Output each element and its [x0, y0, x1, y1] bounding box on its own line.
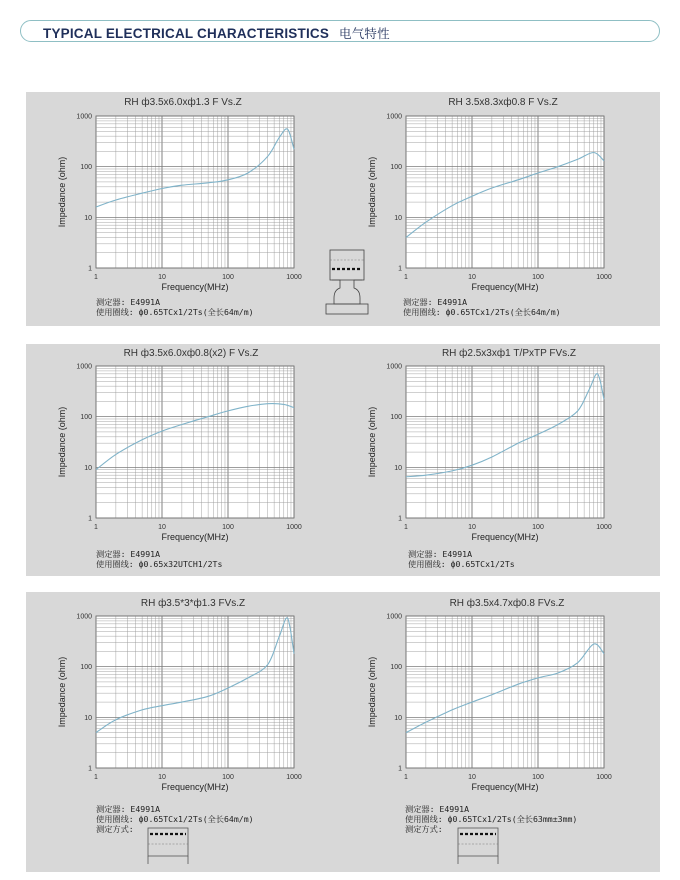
chart-3-xtick-label: 100 [222, 524, 234, 531]
chart-1-ytick-label: 10 [84, 214, 92, 222]
chart-2-instrument: 测定器: E4991A [403, 297, 467, 307]
chart-6-xtick-label: 1 [404, 774, 408, 781]
chart-1-xtick-label: 10 [158, 274, 166, 281]
core-test-fixture-diagram [324, 248, 372, 318]
chart-1-x-axis-label: Frequency(MHz) [161, 282, 229, 292]
chart-3-x-axis-label: Frequency(MHz) [161, 532, 229, 542]
chart-3-xtick-label: 1000 [286, 524, 302, 531]
chart-2-ytick-label: 1 [398, 265, 402, 273]
chart-3-winding: 使用圈线: ф0.65x32UTCH1/2Ts [96, 559, 223, 569]
chart-1-plot-area [96, 116, 294, 268]
chart-6-impedance-plot [366, 612, 616, 802]
chart-2-impedance-plot [366, 112, 616, 302]
chart-4-instrument: 测定器: E4991A [408, 549, 472, 559]
chart-6-ytick-label: 10 [394, 714, 402, 722]
chart-5-xtick-label: 1000 [286, 774, 302, 781]
section-header [20, 20, 660, 42]
chart-4-impedance-plot [366, 362, 616, 552]
chart-3-impedance-plot [56, 362, 306, 552]
chart-5-ytick-label: 1000 [76, 613, 92, 621]
chart-2-y-axis-label: Impedance (ohm) [367, 156, 377, 228]
chart-2-xtick-label: 1000 [596, 274, 612, 281]
chart-6-xtick-label: 100 [532, 774, 544, 781]
chart-1-impedance-plot [56, 112, 306, 302]
chart-2-info [403, 297, 561, 317]
chart-5-method: 测定方式: [96, 824, 134, 834]
chart-3-xtick-label: 1 [94, 524, 98, 531]
chart-4-xtick-label: 100 [532, 524, 544, 531]
chart-2-ytick-label: 10 [394, 214, 402, 222]
chart-2-xtick-label: 100 [532, 274, 544, 281]
chart-2-plot-area [406, 116, 604, 268]
chart-3-ytick-label: 10 [84, 464, 92, 472]
chart-5-y-axis-label: Impedance (ohm) [57, 656, 67, 728]
chart-1-xtick-label: 100 [222, 274, 234, 281]
chart-2-ytick-label: 100 [390, 164, 402, 172]
chart-1-ytick-label: 100 [80, 164, 92, 172]
chart-6-instrument: 测定器: E4991A [405, 804, 469, 814]
chart-4-ytick-label: 1 [398, 515, 402, 523]
chart-1-title: RH ф3.5x6.0xф1.3 F Vs.Z [124, 97, 242, 108]
section-title-en: TYPICAL ELECTRICAL CHARACTERISTICS [43, 26, 330, 41]
chart-6-title: RH ф3.5x4.7xф0.8 FVs.Z [449, 598, 565, 609]
chart-5-winding: 使用圈线: ф0.65TCx1/2Ts(全长64m/m) [96, 814, 254, 824]
section-title-cn: 电气特性 [339, 26, 390, 41]
chart-4-plot-area [406, 366, 604, 518]
chart-3-title: RH ф3.5x6.0xф0.8(x2) F Vs.Z [123, 348, 259, 359]
chart-4-ytick-label: 10 [394, 464, 402, 472]
chart-1-winding: 使用圈线: ф0.65TCx1/2Ts(全长64m/m) [96, 307, 254, 317]
chart-3-y-axis-label: Impedance (ohm) [57, 406, 67, 478]
chart-5-instrument: 测定器: E4991A [96, 804, 160, 814]
chart-4-title: RH ф2.5x3xф1 T/PxTP FVs.Z [441, 348, 577, 359]
chart-3-ytick-label: 1 [88, 515, 92, 523]
section-title [43, 24, 390, 42]
chart-2-x-axis-label: Frequency(MHz) [471, 282, 539, 292]
chart-5-plot-area [96, 616, 294, 768]
chart-6-method: 测定方式: [405, 824, 443, 834]
chart-6-xtick-label: 1000 [596, 774, 612, 781]
chart-4-winding: 使用圈线: ф0.65TCx1/2Ts [408, 559, 515, 569]
chart-4-ytick-label: 100 [390, 414, 402, 422]
chart-2-title: RH 3.5x8.3xф0.8 F Vs.Z [448, 97, 558, 108]
chart-5-x-axis-label: Frequency(MHz) [161, 782, 229, 792]
chart-4-y-axis-label: Impedance (ohm) [367, 406, 377, 478]
chart-1-ytick-label: 1000 [76, 113, 92, 121]
chart-4-xtick-label: 10 [468, 524, 476, 531]
chart-6-ytick-label: 1000 [386, 613, 402, 621]
chart-1-ytick-label: 1 [88, 265, 92, 273]
chart-5-impedance-plot [56, 612, 306, 802]
chart-5-title: RH ф3.5*3*ф1.3 FVs.Z [140, 598, 246, 609]
chart-5-fixture-diagram [144, 826, 192, 866]
chart-3-plot-area [96, 366, 294, 518]
chart-5-ytick-label: 10 [84, 714, 92, 722]
chart-3-instrument: 测定器: E4991A [96, 549, 160, 559]
chart-6-winding: 使用圈线: ф0.65TCx1/2Ts(全长63mm±3mm) [405, 814, 578, 824]
chart-6-ytick-label: 100 [390, 664, 402, 672]
chart-5-xtick-label: 1 [94, 774, 98, 781]
chart-4-xtick-label: 1000 [596, 524, 612, 531]
chart-3-ytick-label: 100 [80, 414, 92, 422]
chart-1-info [96, 297, 254, 317]
chart-3-info [96, 549, 222, 569]
chart-2-xtick-label: 1 [404, 274, 408, 281]
chart-6-plot-area [406, 616, 604, 768]
chart-6-y-axis-label: Impedance (ohm) [367, 656, 377, 728]
chart-2-winding: 使用圈线: ф0.65TCx1/2Ts(全长64m/m) [403, 307, 561, 317]
chart-4-info [408, 549, 515, 569]
chart-5-ytick-label: 1 [88, 765, 92, 773]
chart-5-ytick-label: 100 [80, 664, 92, 672]
chart-1-xtick-label: 1 [94, 274, 98, 281]
chart-4-ytick-label: 1000 [386, 363, 402, 371]
chart-3-ytick-label: 1000 [76, 363, 92, 371]
chart-2-xtick-label: 10 [468, 274, 476, 281]
chart-1-instrument: 测定器: E4991A [96, 297, 160, 307]
chart-6-xtick-label: 10 [468, 774, 476, 781]
chart-3-xtick-label: 10 [158, 524, 166, 531]
chart-6-x-axis-label: Frequency(MHz) [471, 782, 539, 792]
chart-5-xtick-label: 100 [222, 774, 234, 781]
chart-1-y-axis-label: Impedance (ohm) [57, 156, 67, 228]
chart-1-xtick-label: 1000 [286, 274, 302, 281]
chart-4-x-axis-label: Frequency(MHz) [471, 532, 539, 542]
chart-4-xtick-label: 1 [404, 524, 408, 531]
chart-5-xtick-label: 10 [158, 774, 166, 781]
chart-2-ytick-label: 1000 [386, 113, 402, 121]
chart-6-ytick-label: 1 [398, 765, 402, 773]
chart-6-fixture-diagram [454, 826, 502, 866]
